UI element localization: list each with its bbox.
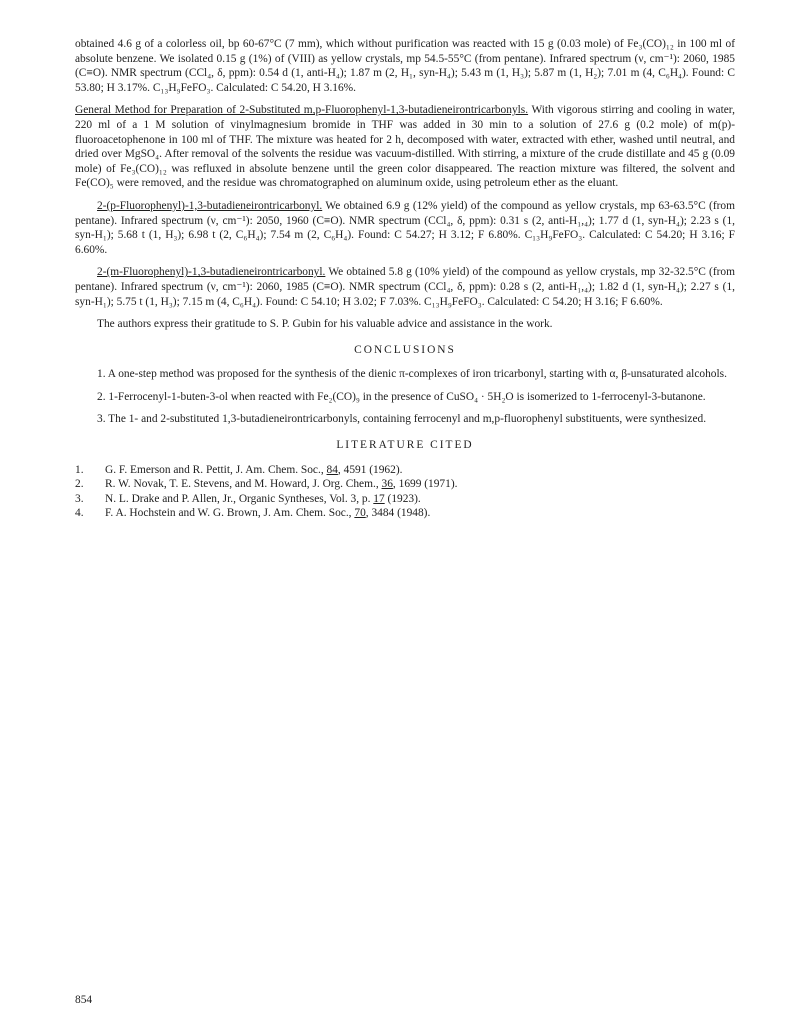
page-number: 854	[75, 994, 93, 1006]
reference-volume: 17	[373, 492, 385, 505]
paragraph-p-fluorophenyl	[75, 199, 735, 257]
reference-item	[75, 463, 735, 478]
reference-text: N. L. Drake and P. Allen, Jr., Organic Syntheses, Vol. 3, p. 17 (1923).	[105, 492, 421, 505]
acknowledgement: The authors express their gratitude to S. P. Gubin for his valuable advice and assistance in the work.	[97, 318, 553, 331]
general-method-heading: General Method for Preparation of 2-Substituted m,p-Fluorophenyl-1,3-butadieneirontricarbonyls.	[75, 104, 529, 117]
reference-list	[75, 463, 735, 521]
reference-item	[75, 477, 735, 492]
m-fluorophenyl-text: We obtained 5.8 g (10% yield) of the compound as yellow crystals, mp 32-32.5°C (from pentane). Infrared spectrum (ν, cm⁻¹): 2060, 1985 (C≡O). NMR spectrum (CCl₄, δ, ppm): 0.28 s (2, anti-H₁,₄); 1.82 d (1, syn-H₄); 2.27 s (1, syn-H₁); 5.75 t (1, H₃); 7.15 m (4, C₆H₄). Found: C 54.10; H 3.02; F 7.03%. C₁₃H₉FeFO₃. Calculated: C 54.20; H 3.16; F 6.60%.	[75, 266, 735, 308]
page-body	[75, 37, 735, 521]
paragraph-m-fluorophenyl	[75, 265, 735, 309]
conclusion-item: 1. A one-step method was proposed for the synthesis of the dienic π-complexes of iron tricarbonyl, starting with α, β-unsaturated alcohols.	[97, 368, 727, 381]
reference-item	[75, 492, 735, 507]
reference-item	[75, 506, 735, 521]
reference-volume: 70	[354, 507, 366, 520]
conclusions-title: CONCLUSIONS	[354, 343, 456, 356]
reference-volume: 84	[326, 463, 338, 476]
reference-number: 2.	[75, 478, 84, 491]
reference-number: 3.	[75, 492, 84, 505]
paragraph-intro: obtained 4.6 g of a colorless oil, bp 60-67°C (7 mm), which without purification was reacted with 15 g (0.03 mole) of Fe₃(CO)₁₂ in 100 ml of absolute benzene. We isolated 0.15 g (1%) of (VIII) as yellow crystals, mp 54.5-55°C (from pentane). Infrared spectrum (ν, cm⁻¹): 2060, 1985 (C≡O). NMR spectrum (CCl₄, δ, ppm): 0.54 d (1, anti-H₄); 1.87 m (2, H₁, syn-H₄); 5.43 m (1, H₃); 5.87 m (1, H₂); 7.01 m (4, C₆H₄). Found: C 53.80; H 3.17%. C₁₃H₉FeFO₃. Calculated: C 54.20, H 3.16%.	[75, 38, 735, 94]
reference-text: R. W. Novak, T. E. Stevens, and M. Howard, J. Org. Chem., 36, 1699 (1971).	[105, 478, 458, 491]
literature-cited-title: LITERATURE CITED	[336, 439, 474, 452]
reference-volume: 36	[381, 478, 393, 491]
p-fluorophenyl-heading: 2-(p-Fluorophenyl)-1,3-butadieneirontricarbonyl.	[97, 199, 323, 212]
reference-number: 4.	[75, 507, 84, 520]
conclusion-item: 2. 1-Ferrocenyl-1-buten-3-ol when reacted with Fe₂(CO)₉ in the presence of CuSO₄ · 5H₂O is isomerized to 1-ferrocenyl-3-butanone.	[97, 390, 706, 403]
reference-number: 1.	[75, 463, 84, 476]
conclusion-item: 3. The 1- and 2-substituted 1,3-butadieneirontricarbonyls, containing ferrocenyl and m,p-fluorophenyl substituents, were synthesized.	[97, 413, 707, 426]
m-fluorophenyl-heading: 2-(m-Fluorophenyl)-1,3-butadieneirontricarbonyl.	[97, 266, 326, 279]
p-fluorophenyl-text: We obtained 6.9 g (12% yield) of the compound as yellow crystals, mp 63-63.5°C (from pentane). Infrared spectrum (ν, cm⁻¹): 2050, 1960 (C≡O). NMR spectrum (CCl₄, δ, ppm): 0.31 s (2, anti-H₁,₄); 1.77 d (1, syn-H₄); 2.23 s (1, syn-H₁); 5.68 t (1, H₃); 6.98 t (2, C₆H₄); 7.54 m (2, C₆H₄). Found: C 54.27; H 3.12; F 6.80%. C₁₃H₉FeFO₃. Calculated: C 54.20; H 3.16; F 6.60%.	[75, 199, 735, 256]
paragraph-general-method	[75, 103, 735, 191]
general-method-text: With vigorous stirring and cooling in water, 220 ml of a 1 M solution of vinylmagnesium bromide in THF was added in 30 min to a solution of 27.6 g (0.2 mole) of m(p)-fluoroacetophenone in 100 ml of THF. The mixture was heated for 2 h, decomposed with water, extracted with ether, washed until neutral, and dried over MgSO₄. After removal of the solvents the residue was vacuum-distilled. With stirring, a mixture of the crude distillate and 45 g (0.09 mole) of Fe₃(CO)₁₂ was refluxed in absolute benzene until the green color disappeared. The reaction mixture was filtered, the solvent and Fe(CO)₅ were removed, and the residue was chromatographed on aluminum oxide, using petroleum ether as the eluant.	[75, 104, 735, 190]
reference-text: F. A. Hochstein and W. G. Brown, J. Am. Chem. Soc., 70, 3484 (1948).	[105, 507, 431, 520]
reference-text: G. F. Emerson and R. Pettit, J. Am. Chem. Soc., 84, 4591 (1962).	[105, 463, 403, 476]
